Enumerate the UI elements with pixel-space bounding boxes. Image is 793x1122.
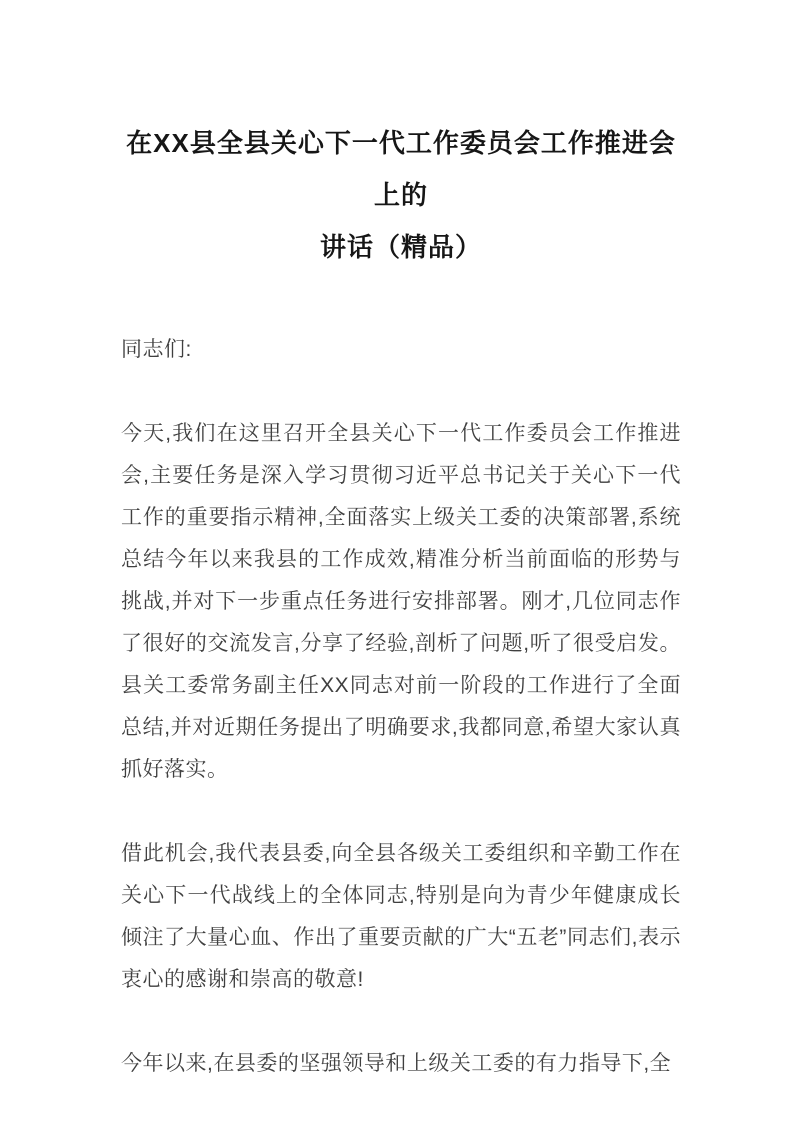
paragraph-gratitude: 借此机会,我代表县委,向全县各级关工委组织和辛勤工作在关心下一代战线上的全体同志,特别是向为青少年健康成长倾注了大量心血、作出了重要贡献的广大“五老”同志们,表示衷心的感谢和崇高的敬意! [121, 842, 681, 991]
paragraph-opening: 今天,我们在这里召开全县关心下一代工作委员会工作推进会,主要任务是深入学习贯彻习近平总书记关于关心下一代工作的重要指示精神,全面落实上级关工委的决策部署,系统总结今年以来我县的工作成效,精准分析当前面临的形势与挑战,并对下一步重点任务进行安排部署。刚才,几位同志作了很好的交流发言,分享了经验,剖析了问题,听了很受启发。县关工委常务副主任XX同志对前一阶段的工作进行了全面总结,并对近期任务提出了明确要求,我都同意,希望大家认真抓好落实。 [121, 422, 681, 781]
document-body [121, 329, 681, 1085]
paragraph-year-review-partial: 今年以来,在县委的坚强领导和上级关工委的有力指导下,全 [121, 1052, 672, 1075]
salutation-line: 同志们: [121, 338, 192, 361]
document-title-line-2: 讲话（精品） [319, 232, 482, 262]
document-title [121, 117, 681, 273]
document-title-line-1: 在XX县全县关心下一代工作委员会工作推进会上的 [126, 128, 676, 210]
